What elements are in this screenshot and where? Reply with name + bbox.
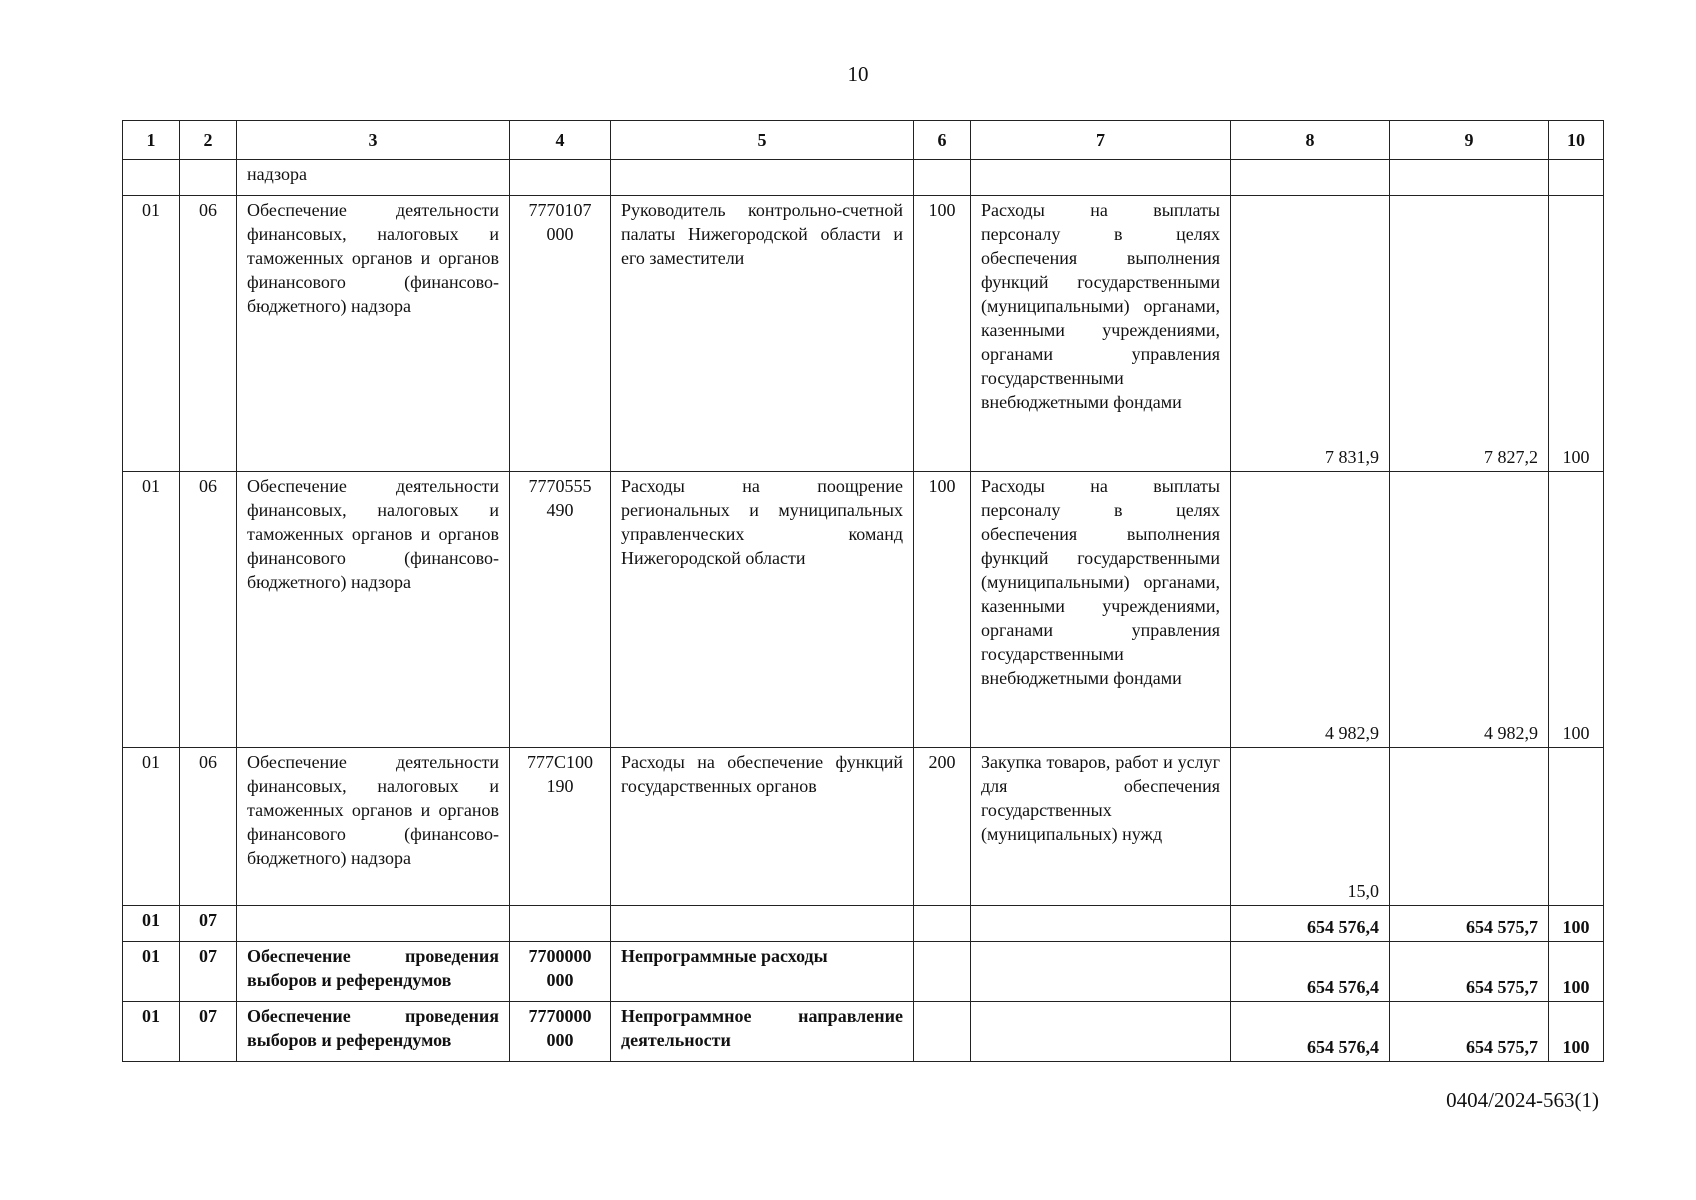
column-header-9: 9 bbox=[1390, 121, 1549, 160]
expense-type-cell bbox=[914, 160, 971, 196]
subsection-cell: 07 bbox=[180, 906, 237, 942]
execution-percent-cell: 100 bbox=[1549, 942, 1604, 1002]
target-article-cell: 777С100 190 bbox=[510, 748, 611, 906]
subsection-name-cell: Обеспечение деятельности финансовых, налоговых и таможенных органов и органов финансового (финансово-бюджетного) надзора bbox=[237, 472, 510, 748]
subsection-cell: 07 bbox=[180, 942, 237, 1002]
target-article-cell: 7770000 000 bbox=[510, 1002, 611, 1062]
column-header-2: 2 bbox=[180, 121, 237, 160]
column-header-8: 8 bbox=[1231, 121, 1390, 160]
target-article-cell: 7770555 490 bbox=[510, 472, 611, 748]
table-row bbox=[123, 942, 1604, 1002]
subsection-name-cell: Обеспечение проведения выборов и референдумов bbox=[237, 1002, 510, 1062]
section-cell: 01 bbox=[123, 748, 180, 906]
expense-type-name-cell bbox=[971, 1002, 1231, 1062]
execution-percent-cell bbox=[1549, 748, 1604, 906]
column-header-6: 6 bbox=[914, 121, 971, 160]
column-header-3: 3 bbox=[237, 121, 510, 160]
budget-table bbox=[122, 120, 1604, 1062]
execution-percent-cell: 100 bbox=[1549, 472, 1604, 748]
executed-amount-cell: 4 982,9 bbox=[1390, 472, 1549, 748]
expense-type-name-cell: Расходы на выплаты персоналу в целях обеспечения выполнения функций государственными (муниципальными) органами, казенными учреждениями, органами управления государственными внебюджетными фондами bbox=[971, 196, 1231, 472]
subsection-name-cell bbox=[237, 906, 510, 942]
expense-type-cell: 200 bbox=[914, 748, 971, 906]
expense-type-name-cell bbox=[971, 906, 1231, 942]
article-name-cell bbox=[611, 906, 914, 942]
subsection-cell: 06 bbox=[180, 472, 237, 748]
subsection-cell bbox=[180, 160, 237, 196]
approved-amount-cell: 654 576,4 bbox=[1231, 942, 1390, 1002]
execution-percent-cell: 100 bbox=[1549, 1002, 1604, 1062]
approved-amount-cell bbox=[1231, 160, 1390, 196]
table-row bbox=[123, 196, 1604, 472]
approved-amount-cell: 654 576,4 bbox=[1231, 1002, 1390, 1062]
column-header-4: 4 bbox=[510, 121, 611, 160]
target-article-cell: 7770107 000 bbox=[510, 196, 611, 472]
document-code: 0404/2024-563(1) bbox=[1446, 1088, 1599, 1112]
executed-amount-cell: 654 575,7 bbox=[1390, 1002, 1549, 1062]
article-name-cell: Расходы на поощрение региональных и муниципальных управленческих команд Нижегородской области bbox=[611, 472, 914, 748]
subsection-cell: 06 bbox=[180, 196, 237, 472]
expense-type-cell: 100 bbox=[914, 472, 971, 748]
executed-amount-cell: 654 575,7 bbox=[1390, 942, 1549, 1002]
expense-type-cell bbox=[914, 1002, 971, 1062]
execution-percent-cell: 100 bbox=[1549, 196, 1604, 472]
subsection-name-cell: надзора bbox=[237, 160, 510, 196]
execution-percent-cell: 100 bbox=[1549, 906, 1604, 942]
executed-amount-cell: 7 827,2 bbox=[1390, 196, 1549, 472]
subsection-name-cell: Обеспечение проведения выборов и референдумов bbox=[237, 942, 510, 1002]
expense-type-cell bbox=[914, 906, 971, 942]
section-cell: 01 bbox=[123, 906, 180, 942]
article-name-cell: Расходы на обеспечение функций государственных органов bbox=[611, 748, 914, 906]
table-row bbox=[123, 906, 1604, 942]
expense-type-name-cell: Расходы на выплаты персоналу в целях обеспечения выполнения функций государственными (муниципальными) органами, казенными учреждениями, органами управления государственными внебюджетными фондами bbox=[971, 472, 1231, 748]
executed-amount-cell bbox=[1390, 748, 1549, 906]
approved-amount-cell: 15,0 bbox=[1231, 748, 1390, 906]
table-row bbox=[123, 748, 1604, 906]
section-cell: 01 bbox=[123, 942, 180, 1002]
subsection-name-cell: Обеспечение деятельности финансовых, налоговых и таможенных органов и органов финансового (финансово-бюджетного) надзора bbox=[237, 748, 510, 906]
section-cell: 01 bbox=[123, 196, 180, 472]
approved-amount-cell: 654 576,4 bbox=[1231, 906, 1390, 942]
table-row bbox=[123, 160, 1604, 196]
expense-type-name-cell bbox=[971, 160, 1231, 196]
column-header-1: 1 bbox=[123, 121, 180, 160]
table-row bbox=[123, 1002, 1604, 1062]
header-row bbox=[123, 121, 1604, 160]
subsection-cell: 07 bbox=[180, 1002, 237, 1062]
page-number: 10 bbox=[847, 62, 869, 86]
article-name-cell: Непрограммное направление деятельности bbox=[611, 1002, 914, 1062]
column-header-5: 5 bbox=[611, 121, 914, 160]
expense-type-name-cell: Закупка товаров, работ и услуг для обеспечения государственных (муниципальных) нужд bbox=[971, 748, 1231, 906]
subsection-name-cell: Обеспечение деятельности финансовых, налоговых и таможенных органов и органов финансового (финансово-бюджетного) надзора bbox=[237, 196, 510, 472]
table-row bbox=[123, 472, 1604, 748]
execution-percent-cell bbox=[1549, 160, 1604, 196]
section-cell bbox=[123, 160, 180, 196]
expense-type-cell bbox=[914, 942, 971, 1002]
executed-amount-cell bbox=[1390, 160, 1549, 196]
approved-amount-cell: 7 831,9 bbox=[1231, 196, 1390, 472]
article-name-cell bbox=[611, 160, 914, 196]
article-name-cell: Руководитель контрольно-счетной палаты Нижегородской области и его заместители bbox=[611, 196, 914, 472]
subsection-cell: 06 bbox=[180, 748, 237, 906]
target-article-cell bbox=[510, 906, 611, 942]
section-cell: 01 bbox=[123, 1002, 180, 1062]
executed-amount-cell: 654 575,7 bbox=[1390, 906, 1549, 942]
column-header-7: 7 bbox=[971, 121, 1231, 160]
expense-type-cell: 100 bbox=[914, 196, 971, 472]
approved-amount-cell: 4 982,9 bbox=[1231, 472, 1390, 748]
article-name-cell: Непрограммные расходы bbox=[611, 942, 914, 1002]
column-header-10: 10 bbox=[1549, 121, 1604, 160]
target-article-cell: 7700000 000 bbox=[510, 942, 611, 1002]
section-cell: 01 bbox=[123, 472, 180, 748]
expense-type-name-cell bbox=[971, 942, 1231, 1002]
target-article-cell bbox=[510, 160, 611, 196]
